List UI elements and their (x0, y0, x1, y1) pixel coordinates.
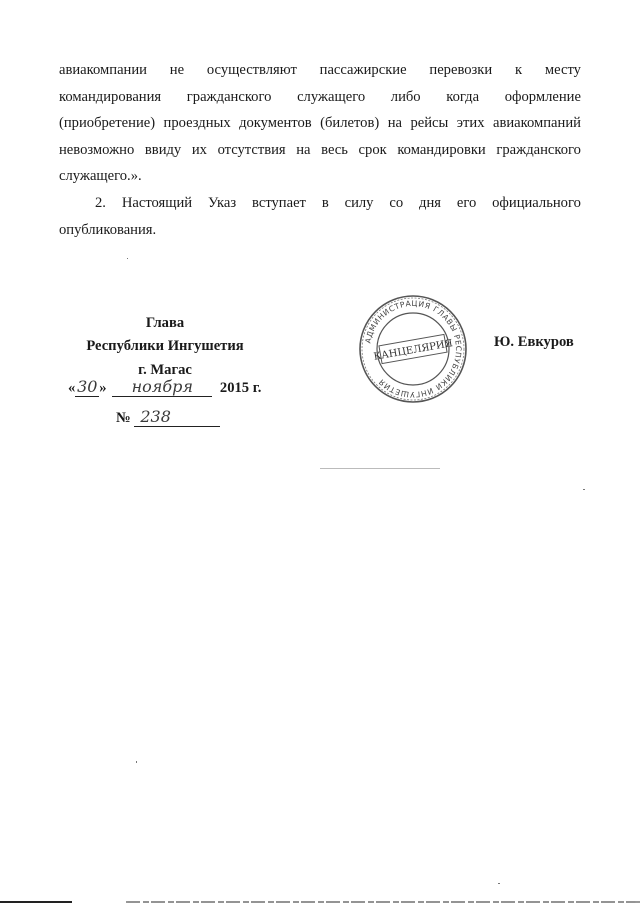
word: авиакомпаний (492, 115, 581, 132)
date-day-handwritten: 30 (77, 377, 98, 396)
word: командировки (397, 141, 486, 158)
text-line-1 (59, 57, 581, 84)
text-line-2 (59, 84, 581, 111)
word: гражданского (496, 141, 581, 158)
word: осуществляют (206, 62, 297, 78)
word: Указ (207, 194, 237, 211)
word: опубликования. (59, 221, 157, 238)
word: срок (358, 141, 387, 158)
decree-date (68, 378, 261, 400)
number-handwritten: 238 (134, 408, 220, 427)
word: на (387, 115, 402, 132)
document-body-text (59, 57, 581, 243)
word: пассажирские (319, 62, 407, 78)
number-label: № (116, 410, 131, 426)
seal-center-text: КАНЦЕЛЯРИЯ (372, 338, 454, 363)
scan-speck (498, 883, 500, 884)
word: гражданского (186, 88, 272, 105)
word: не (169, 62, 185, 78)
scan-speck (583, 489, 585, 490)
signer-position (60, 312, 270, 358)
word: перевозки (429, 62, 493, 78)
word: авиакомпании (59, 62, 147, 78)
city: г. Магас (138, 362, 192, 378)
seal-ring-text: АДМИНИСТРАЦИЯ ГЛАВЫ РЕСПУБЛИКИ ИНГУШЕТИЯ (363, 298, 464, 400)
date-open-quote: « (68, 380, 76, 396)
word: к (515, 62, 523, 78)
word: служащего.». (59, 168, 142, 185)
text-line-4 (59, 137, 581, 164)
scan-speck (127, 258, 128, 259)
decree-number (116, 408, 220, 427)
date-close-quote: » (99, 380, 107, 396)
text-line-point-2-end (59, 217, 581, 244)
text-line-5 (59, 163, 581, 190)
word: дня (419, 194, 441, 211)
word: рейсы (410, 115, 449, 132)
scan-bottom-edge (0, 899, 640, 905)
word: их (191, 141, 207, 158)
word: силу (344, 194, 374, 211)
word: служащего (297, 88, 366, 105)
word: со (389, 194, 404, 211)
word: документов (239, 115, 312, 132)
word: этих (456, 115, 485, 132)
scan-speck (136, 761, 137, 763)
word: Настоящий (121, 194, 193, 211)
text-line-point-2 (59, 190, 581, 217)
word: (билетов) (320, 115, 380, 132)
position-title-line-1: Глава (145, 315, 185, 331)
word: оформление (504, 88, 581, 105)
signer-name: Ю. Евкуров (494, 334, 574, 350)
word: (приобретение) (59, 115, 156, 132)
word: на (296, 141, 311, 158)
word: командирования (59, 88, 162, 105)
word: 2. (95, 194, 106, 211)
word: весь (321, 141, 348, 158)
date-year: 2015 г. (219, 380, 262, 396)
word: вступает (252, 194, 306, 211)
word: когда (446, 88, 480, 105)
word: его (456, 194, 477, 211)
word: ввиду (144, 141, 182, 158)
word: отсутствия (217, 141, 286, 158)
word: проездных (163, 115, 231, 132)
word: месту (544, 62, 581, 78)
position-title-line-2: Республики Ингушетия (86, 338, 244, 354)
scan-speck (320, 468, 440, 469)
word: официального (492, 194, 581, 211)
word: в (321, 194, 329, 211)
text-line-3 (59, 110, 581, 137)
word: невозможно (59, 141, 135, 158)
word: либо (390, 88, 421, 105)
date-month-handwritten: ноября (112, 378, 212, 397)
office-seal-stamp (357, 293, 469, 405)
